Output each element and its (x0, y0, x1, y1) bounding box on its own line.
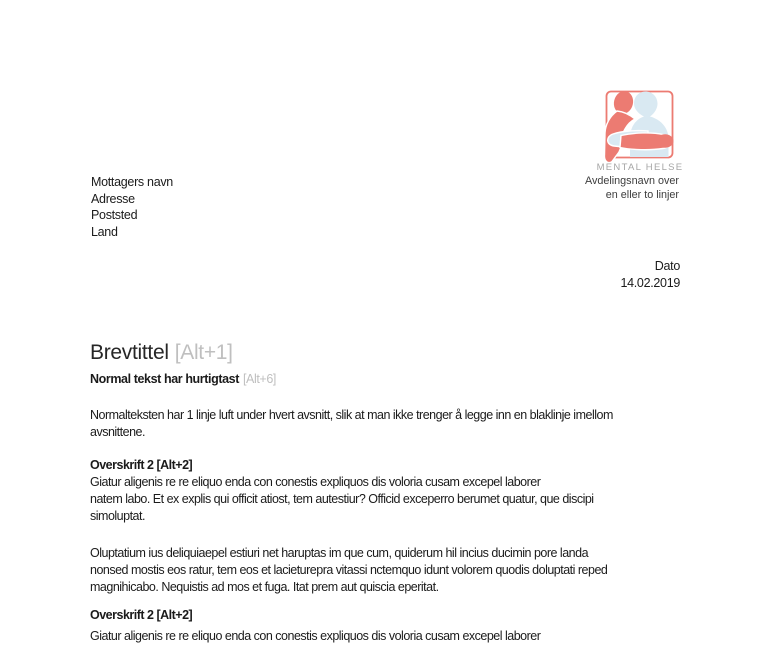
paragraph2-line2[interactable]: nonsed mostis eos ratur, tem eos et lacieturepra vitassi nctemquo idunt volorem quodis doluptati reped (90, 563, 608, 577)
department-name-line2: en eller to linjer (605, 188, 679, 201)
letter-title-shortcut-hint: [Alt+1] (174, 341, 233, 364)
recipient-country[interactable]: Land (91, 224, 118, 239)
letter-title-text[interactable]: Brevtittel (90, 341, 169, 364)
intro-paragraph-line1[interactable]: Normalteksten har 1 linje luft under hvert avsnitt, slik at man ikke trenger å legge inn en blaklinje imellom (90, 408, 613, 422)
recipient-address-block[interactable] (91, 174, 173, 240)
logo-hand-salmon (657, 134, 674, 148)
paragraph2-line3[interactable]: magnihicabo. Nequistis ad mos et fuga. Itat prem aut quiscia eperitat. (90, 580, 439, 594)
paragraph2-line1[interactable]: Oluptatium ius deliquiaepel estiuri net haruptas im que cum, quiderum hil incius ducimin pore landa (90, 546, 589, 560)
recipient-city[interactable]: Poststed (91, 208, 138, 223)
date-label: Dato (654, 259, 680, 273)
normal-text-shortcut-hint: [Alt+6] (242, 372, 276, 386)
section1-heading[interactable]: Overskrift 2 [Alt+2] (90, 458, 193, 472)
letter-title[interactable] (90, 341, 233, 365)
section2-heading[interactable]: Overskrift 2 [Alt+2] (90, 608, 193, 622)
recipient-street[interactable]: Adresse (91, 191, 135, 206)
section1-line3[interactable]: simoluptat. (90, 509, 145, 523)
recipient-name[interactable]: Mottagers navn (91, 175, 173, 189)
department-name-block[interactable] (585, 175, 679, 202)
date-block[interactable] (620, 258, 680, 291)
section1-line2[interactable]: natem labo. Et ex explis qui officit atiost, tem autestiur? Officid exceperro berumet quatur, que discipi (90, 492, 594, 506)
date-value[interactable]: 14.02.2019 (620, 275, 680, 290)
normal-text-hint[interactable] (90, 371, 276, 388)
normal-text-hint-text[interactable]: Normal tekst har hurtigtast (90, 372, 239, 386)
section1-line1[interactable]: Giatur aligenis re re eliquo enda con conestis expliquos dis voloria cusam excepel laborer (90, 475, 541, 489)
department-name-line1: Avdelingsnavn over (584, 175, 679, 187)
intro-paragraph-line2[interactable]: avsnittene. (90, 425, 145, 439)
logo-org-name: MENTAL HELSE (596, 162, 684, 173)
section2-line1[interactable]: Giatur aligenis re re eliquo enda con conestis expliquos dis voloria cusam excepel laborer (90, 629, 541, 643)
